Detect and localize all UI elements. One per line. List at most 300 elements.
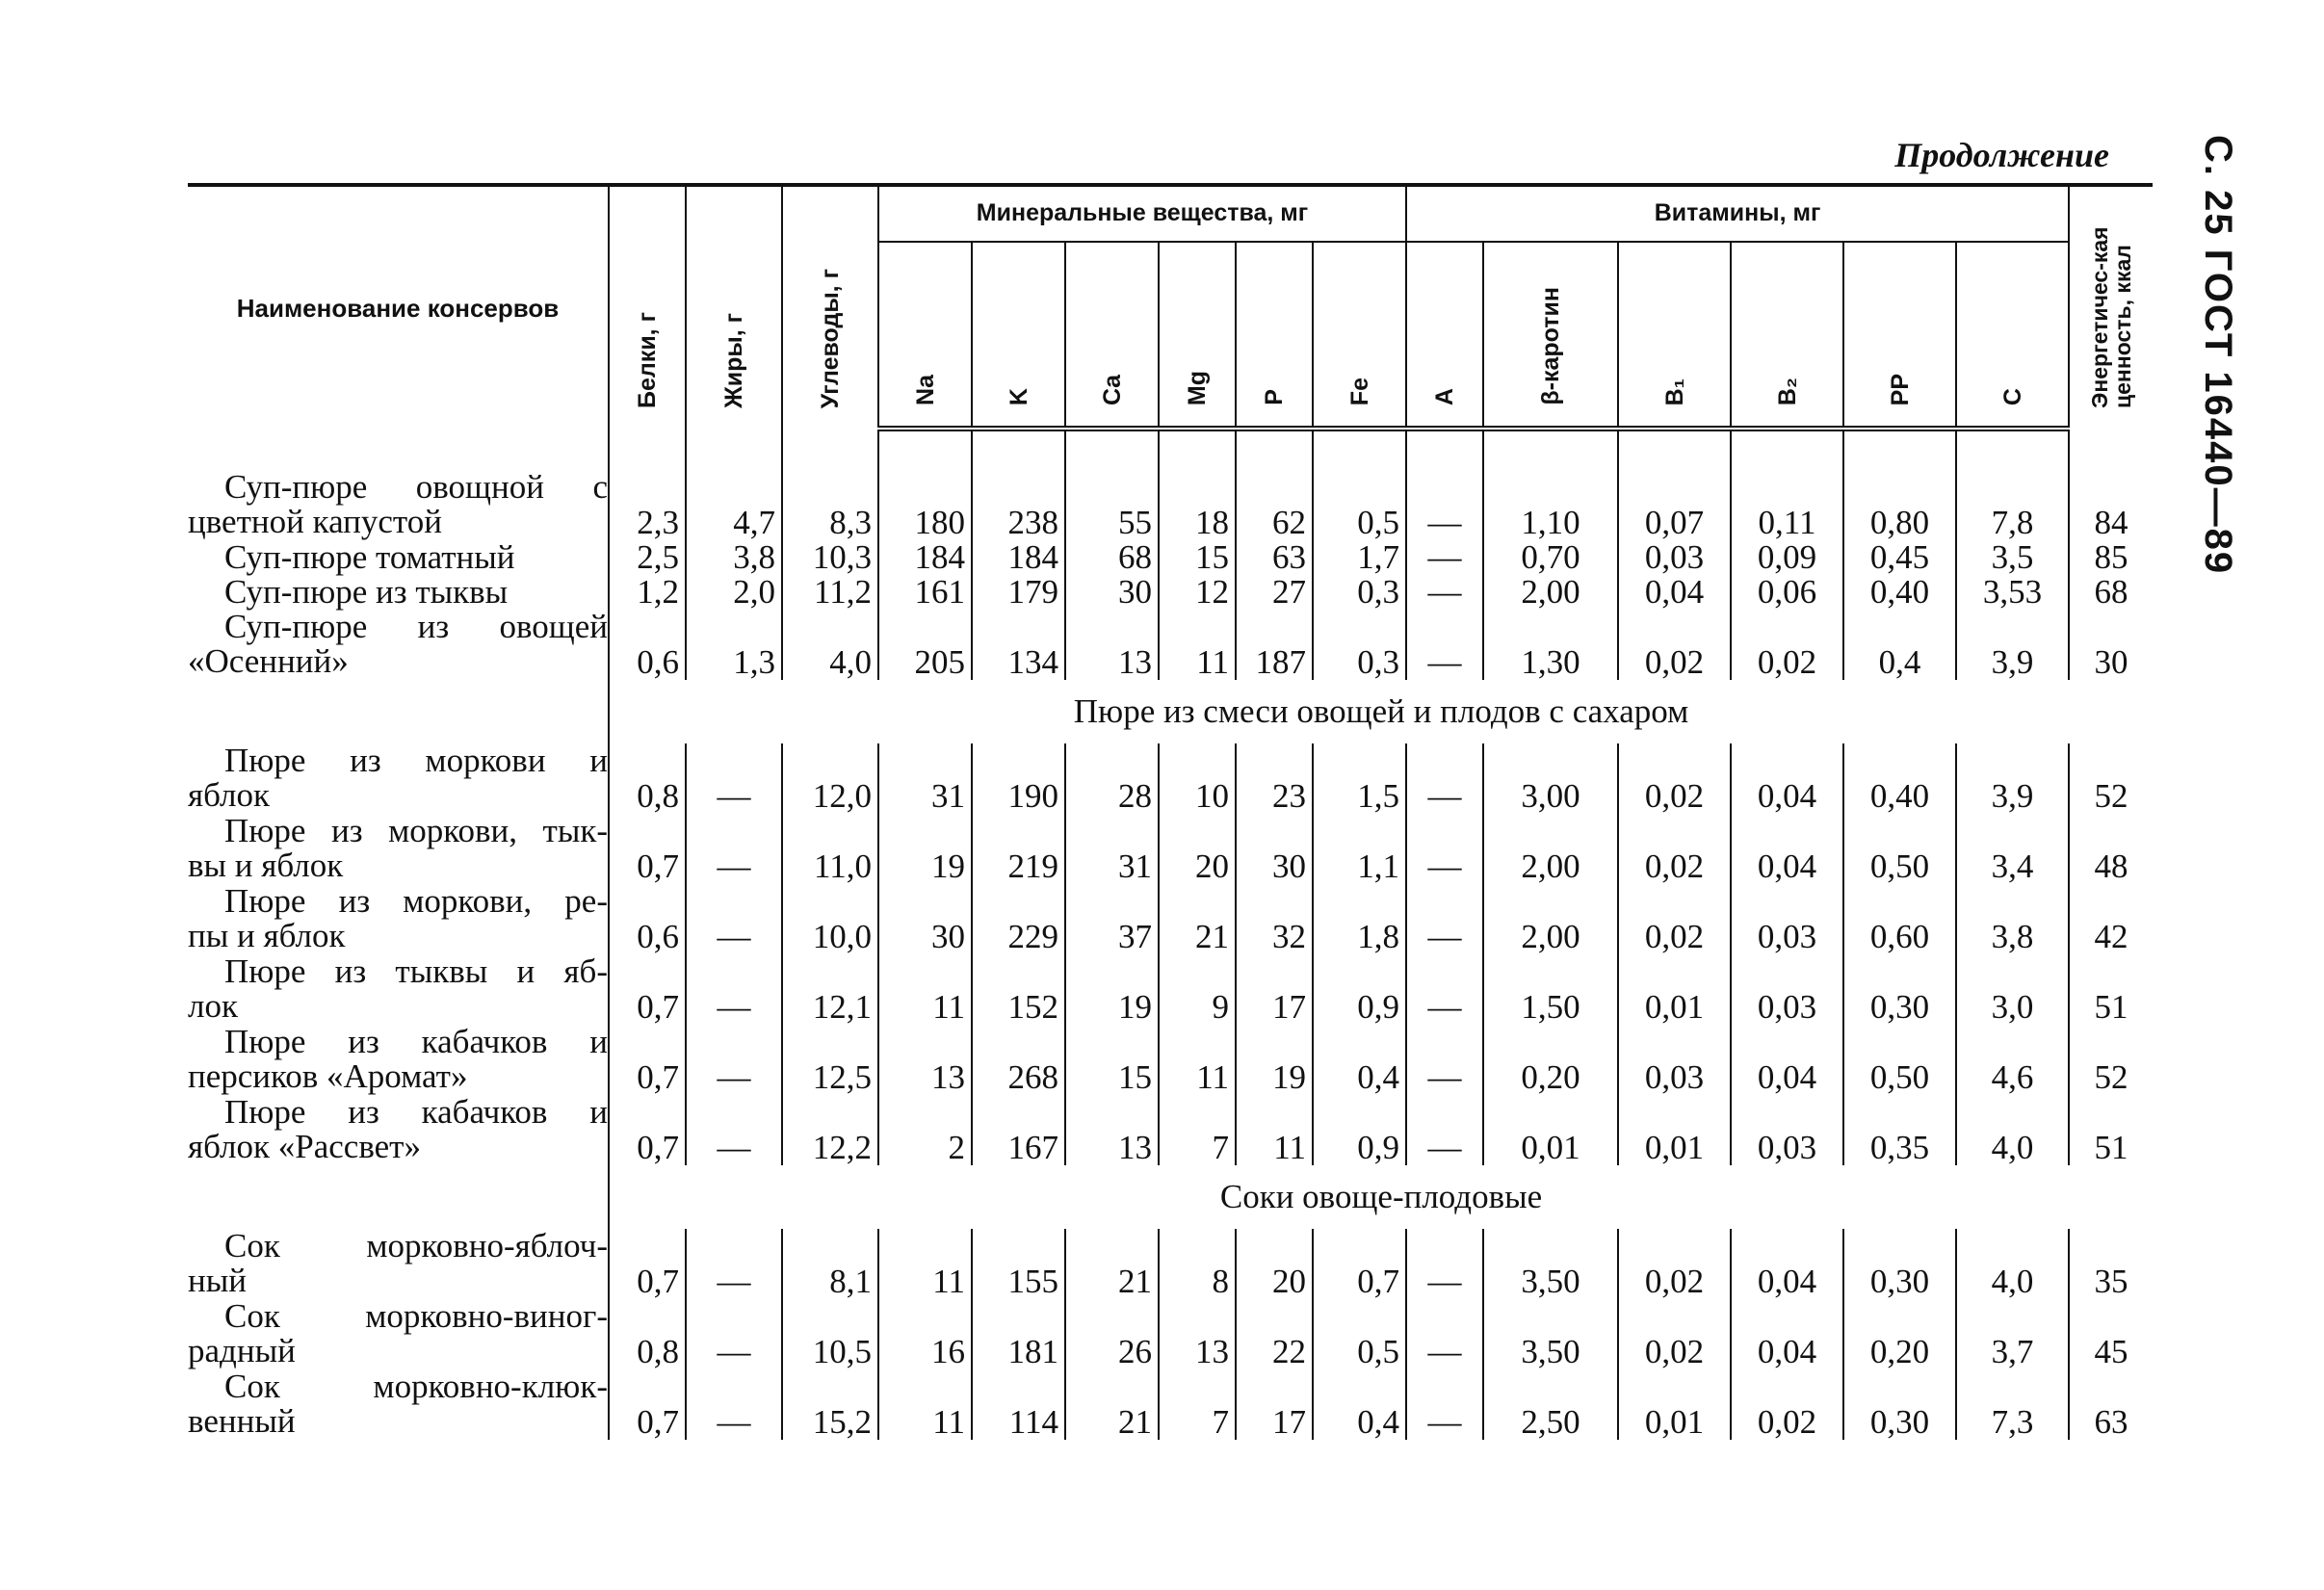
product-name-line: яблок «Рассвет» bbox=[188, 1128, 421, 1165]
cell-value: 21 bbox=[1065, 1369, 1159, 1440]
section-title-row bbox=[188, 1165, 2153, 1229]
cell-value: 134 bbox=[972, 610, 1065, 680]
cell-value: 68 bbox=[1065, 540, 1159, 575]
cell-value: 63 bbox=[1236, 540, 1313, 575]
cell-value: 12,0 bbox=[782, 743, 878, 814]
cell-value: 114 bbox=[972, 1369, 1065, 1440]
spacer-cell bbox=[1956, 429, 2069, 470]
header-ca: Ca bbox=[1065, 242, 1159, 429]
cell-value: 0,01 bbox=[1483, 1095, 1618, 1165]
table-row bbox=[188, 540, 2153, 575]
header-beta-carotene: β-каротин bbox=[1483, 242, 1618, 429]
cell-value: 30 bbox=[1065, 575, 1159, 610]
cell-value: 26 bbox=[1065, 1299, 1159, 1369]
cell-value: 0,9 bbox=[1313, 954, 1406, 1025]
cell-value: 0,04 bbox=[1731, 1229, 1843, 1299]
cell-value: 0,40 bbox=[1843, 743, 1956, 814]
cell-value: 0,9 bbox=[1313, 1095, 1406, 1165]
product-name bbox=[188, 954, 609, 1025]
header-vitamin-a: A bbox=[1406, 242, 1483, 429]
cell-value: 0,01 bbox=[1618, 1095, 1731, 1165]
cell-value: 0,04 bbox=[1731, 1025, 1843, 1095]
table-row bbox=[188, 1095, 2153, 1165]
section-title: Пюре из смеси овощей и плодов с сахаром bbox=[609, 680, 2153, 743]
product-name-line: яблок bbox=[188, 776, 271, 814]
header-fe: Fe bbox=[1313, 242, 1406, 429]
cell-value: 7 bbox=[1159, 1095, 1236, 1165]
product-name-line: лок bbox=[188, 987, 238, 1025]
cell-value: 0,11 bbox=[1731, 470, 1843, 540]
cell-value: — bbox=[686, 1369, 782, 1440]
table-row bbox=[188, 1025, 2153, 1095]
cell-value: 1,10 bbox=[1483, 470, 1618, 540]
header-k: K bbox=[972, 242, 1065, 429]
cell-value: 11 bbox=[1159, 610, 1236, 680]
cell-value: 0,20 bbox=[1483, 1025, 1618, 1095]
cell-value: 4,0 bbox=[782, 610, 878, 680]
nutrition-table bbox=[188, 183, 2153, 1440]
cell-value: 1,7 bbox=[1313, 540, 1406, 575]
cell-value: 27 bbox=[1236, 575, 1313, 610]
product-name bbox=[188, 1095, 609, 1165]
product-name-line: Суп-пюре томатный bbox=[224, 538, 515, 576]
cell-value: 238 bbox=[972, 470, 1065, 540]
cell-value: 2,3 bbox=[609, 470, 686, 540]
cell-value: 0,80 bbox=[1843, 470, 1956, 540]
cell-value: 152 bbox=[972, 954, 1065, 1025]
product-name-line: Суп-пюре овощной с bbox=[224, 468, 608, 506]
cell-value: — bbox=[686, 814, 782, 884]
cell-value: 0,4 bbox=[1313, 1369, 1406, 1440]
cell-value: 2,00 bbox=[1483, 814, 1618, 884]
cell-value: 0,07 bbox=[1618, 470, 1731, 540]
cell-value: 0,02 bbox=[1618, 1229, 1731, 1299]
spacer-cell bbox=[1483, 429, 1618, 470]
cell-value: 21 bbox=[1065, 1229, 1159, 1299]
cell-value: 13 bbox=[1065, 610, 1159, 680]
product-name-line: Пюре из кабачков и bbox=[224, 1093, 608, 1131]
cell-value: — bbox=[686, 743, 782, 814]
cell-value: 0,70 bbox=[1483, 540, 1618, 575]
cell-value: 0,30 bbox=[1843, 1229, 1956, 1299]
cell-value: 229 bbox=[972, 884, 1065, 954]
cell-value: 28 bbox=[1065, 743, 1159, 814]
cell-value: 62 bbox=[1236, 470, 1313, 540]
header-name: Наименование консервов bbox=[188, 185, 609, 429]
product-name-line: Сок морковно-яблоч- bbox=[224, 1227, 608, 1264]
cell-value: 0,02 bbox=[1618, 1299, 1731, 1369]
cell-value: 3,8 bbox=[686, 540, 782, 575]
cell-value: 11 bbox=[878, 954, 972, 1025]
cell-value: 3,0 bbox=[1956, 954, 2069, 1025]
cell-value: 0,7 bbox=[609, 1095, 686, 1165]
cell-value: — bbox=[686, 954, 782, 1025]
header-vitamin-pp: PP bbox=[1843, 242, 1956, 429]
cell-value: 8,1 bbox=[782, 1229, 878, 1299]
cell-value: 0,02 bbox=[1618, 884, 1731, 954]
cell-value: 11 bbox=[1236, 1095, 1313, 1165]
product-name-line: Пюре из кабачков и bbox=[224, 1023, 608, 1060]
product-name-line: Пюре из моркови, тык- bbox=[224, 812, 608, 849]
cell-value: 10,0 bbox=[782, 884, 878, 954]
cell-value: 0,01 bbox=[1618, 1369, 1731, 1440]
cell-value: 18 bbox=[1159, 470, 1236, 540]
cell-value: 16 bbox=[878, 1299, 972, 1369]
cell-value: 0,03 bbox=[1731, 884, 1843, 954]
cell-value: 32 bbox=[1236, 884, 1313, 954]
cell-value: 13 bbox=[878, 1025, 972, 1095]
spacer-cell bbox=[609, 429, 686, 470]
cell-value: 181 bbox=[972, 1299, 1065, 1369]
cell-value: 0,01 bbox=[1618, 954, 1731, 1025]
section-title-spacer bbox=[188, 1165, 609, 1229]
cell-value: 30 bbox=[1236, 814, 1313, 884]
cell-value: 0,50 bbox=[1843, 814, 1956, 884]
cell-value: 1,3 bbox=[686, 610, 782, 680]
header-vitamin-b2: B₂ bbox=[1731, 242, 1843, 429]
cell-value: — bbox=[1406, 743, 1483, 814]
table-row bbox=[188, 954, 2153, 1025]
cell-value: 15 bbox=[1159, 540, 1236, 575]
cell-value: 11 bbox=[878, 1229, 972, 1299]
cell-value: — bbox=[1406, 610, 1483, 680]
product-name bbox=[188, 1299, 609, 1369]
cell-value: — bbox=[1406, 954, 1483, 1025]
cell-value: 0,50 bbox=[1843, 1025, 1956, 1095]
cell-value: 1,8 bbox=[1313, 884, 1406, 954]
cell-value: 11 bbox=[1159, 1025, 1236, 1095]
cell-value: 0,3 bbox=[1313, 575, 1406, 610]
cell-value: 0,7 bbox=[609, 954, 686, 1025]
product-name-line: радный bbox=[188, 1332, 296, 1369]
cell-value: 13 bbox=[1065, 1095, 1159, 1165]
cell-value: 3,53 bbox=[1956, 575, 2069, 610]
cell-value: 0,35 bbox=[1843, 1095, 1956, 1165]
cell-value: 0,03 bbox=[1618, 1025, 1731, 1095]
cell-value: 268 bbox=[972, 1025, 1065, 1095]
cell-value: — bbox=[1406, 575, 1483, 610]
cell-value: 12,2 bbox=[782, 1095, 878, 1165]
cell-value: — bbox=[1406, 1095, 1483, 1165]
cell-value: 190 bbox=[972, 743, 1065, 814]
cell-value: 7,3 bbox=[1956, 1369, 2069, 1440]
cell-value: 0,03 bbox=[1731, 954, 1843, 1025]
cell-value: 2,50 bbox=[1483, 1369, 1618, 1440]
cell-value: 30 bbox=[2069, 610, 2153, 680]
cell-value: — bbox=[1406, 1299, 1483, 1369]
table-row bbox=[188, 1299, 2153, 1369]
cell-value: — bbox=[1406, 540, 1483, 575]
cell-value: — bbox=[686, 1299, 782, 1369]
cell-value: 10,5 bbox=[782, 1299, 878, 1369]
continuation-label: Продолжение bbox=[1894, 136, 2109, 174]
spacer-cell bbox=[878, 429, 972, 470]
cell-value: 11,0 bbox=[782, 814, 878, 884]
cell-value: 205 bbox=[878, 610, 972, 680]
cell-value: 7,8 bbox=[1956, 470, 2069, 540]
cell-value: — bbox=[686, 1229, 782, 1299]
cell-value: 0,3 bbox=[1313, 610, 1406, 680]
cell-value: 0,4 bbox=[1313, 1025, 1406, 1095]
product-name-line: Пюре из тыквы и яб- bbox=[224, 952, 608, 990]
section-title-spacer bbox=[188, 680, 609, 743]
cell-value: 155 bbox=[972, 1229, 1065, 1299]
table-row bbox=[188, 1229, 2153, 1299]
cell-value: 20 bbox=[1236, 1229, 1313, 1299]
cell-value: 0,40 bbox=[1843, 575, 1956, 610]
product-name bbox=[188, 743, 609, 814]
table-body bbox=[188, 429, 2153, 1440]
product-name bbox=[188, 1229, 609, 1299]
cell-value: 3,9 bbox=[1956, 610, 2069, 680]
cell-value: 187 bbox=[1236, 610, 1313, 680]
header-fats: Жиры, г bbox=[686, 185, 782, 429]
cell-value: 0,7 bbox=[1313, 1229, 1406, 1299]
cell-value: 0,30 bbox=[1843, 1369, 1956, 1440]
cell-value: 3,8 bbox=[1956, 884, 2069, 954]
cell-value: 2,5 bbox=[609, 540, 686, 575]
product-name bbox=[188, 1369, 609, 1440]
cell-value: 45 bbox=[2069, 1299, 2153, 1369]
product-name bbox=[188, 610, 609, 680]
cell-value: 11 bbox=[878, 1369, 972, 1440]
table-row bbox=[188, 814, 2153, 884]
cell-value: 13 bbox=[1159, 1299, 1236, 1369]
cell-value: 3,5 bbox=[1956, 540, 2069, 575]
spacer-cell bbox=[1159, 429, 1236, 470]
cell-value: 0,02 bbox=[1618, 814, 1731, 884]
cell-value: 8 bbox=[1159, 1229, 1236, 1299]
cell-value: 0,02 bbox=[1618, 743, 1731, 814]
cell-value: 19 bbox=[1065, 954, 1159, 1025]
cell-value: 17 bbox=[1236, 1369, 1313, 1440]
product-name bbox=[188, 575, 609, 610]
cell-value: 0,04 bbox=[1618, 575, 1731, 610]
header-p: P bbox=[1236, 242, 1313, 429]
cell-value: — bbox=[686, 1095, 782, 1165]
cell-value: 12,1 bbox=[782, 954, 878, 1025]
header-mg: Mg bbox=[1159, 242, 1236, 429]
cell-value: 30 bbox=[878, 884, 972, 954]
cell-value: 63 bbox=[2069, 1369, 2153, 1440]
product-name-line: «Осенний» bbox=[188, 642, 349, 680]
product-name-line: Сок морковно-виног- bbox=[224, 1297, 608, 1335]
header-na: Na bbox=[878, 242, 972, 429]
cell-value: 0,03 bbox=[1618, 540, 1731, 575]
cell-value: — bbox=[1406, 1025, 1483, 1095]
product-name bbox=[188, 540, 609, 575]
cell-value: 31 bbox=[1065, 814, 1159, 884]
cell-value: 8,3 bbox=[782, 470, 878, 540]
cell-value: 55 bbox=[1065, 470, 1159, 540]
product-name bbox=[188, 884, 609, 954]
cell-value: 184 bbox=[878, 540, 972, 575]
cell-value: 0,7 bbox=[609, 814, 686, 884]
cell-value: 23 bbox=[1236, 743, 1313, 814]
cell-value: 0,04 bbox=[1731, 1299, 1843, 1369]
cell-value: 0,5 bbox=[1313, 470, 1406, 540]
product-name-line: ный bbox=[188, 1262, 247, 1299]
spacer-cell bbox=[782, 429, 878, 470]
cell-value: 4,0 bbox=[1956, 1095, 2069, 1165]
cell-value: 84 bbox=[2069, 470, 2153, 540]
spacer-cell bbox=[1065, 429, 1159, 470]
cell-value: 3,7 bbox=[1956, 1299, 2069, 1369]
section-title-row bbox=[188, 680, 2153, 743]
cell-value: 12,5 bbox=[782, 1025, 878, 1095]
cell-value: 0,6 bbox=[609, 884, 686, 954]
spacer-cell bbox=[1313, 429, 1406, 470]
product-name-line: вы и яблок bbox=[188, 847, 344, 884]
cell-value: 0,02 bbox=[1731, 610, 1843, 680]
spacer-cell bbox=[1618, 429, 1731, 470]
section-title: Соки овоще-плодовые bbox=[609, 1165, 2153, 1229]
table-row bbox=[188, 743, 2153, 814]
header-vitamin-c: C bbox=[1956, 242, 2069, 429]
cell-value: 20 bbox=[1159, 814, 1236, 884]
cell-value: 42 bbox=[2069, 884, 2153, 954]
cell-value: 0,02 bbox=[1731, 1369, 1843, 1440]
cell-value: 161 bbox=[878, 575, 972, 610]
header-vitamins-group: Витамины, мг bbox=[1406, 185, 2069, 242]
cell-value: 0,09 bbox=[1731, 540, 1843, 575]
cell-value: 219 bbox=[972, 814, 1065, 884]
cell-value: — bbox=[1406, 884, 1483, 954]
cell-value: 1,5 bbox=[1313, 743, 1406, 814]
product-name-line: пы и яблок bbox=[188, 917, 346, 954]
cell-value: 35 bbox=[2069, 1229, 2153, 1299]
cell-value: 184 bbox=[972, 540, 1065, 575]
cell-value: — bbox=[1406, 1229, 1483, 1299]
cell-value: 19 bbox=[878, 814, 972, 884]
spacer-cell bbox=[1236, 429, 1313, 470]
cell-value: 1,30 bbox=[1483, 610, 1618, 680]
table-row bbox=[188, 610, 2153, 680]
cell-value: 0,45 bbox=[1843, 540, 1956, 575]
cell-value: 0,8 bbox=[609, 1299, 686, 1369]
cell-value: 0,7 bbox=[609, 1369, 686, 1440]
cell-value: 4,6 bbox=[1956, 1025, 2069, 1095]
header-carbs: Углеводы, г bbox=[782, 185, 878, 429]
table-row bbox=[188, 884, 2153, 954]
cell-value: — bbox=[686, 884, 782, 954]
cell-value: 1,2 bbox=[609, 575, 686, 610]
spacer-cell bbox=[2069, 429, 2153, 470]
cell-value: 0,4 bbox=[1843, 610, 1956, 680]
cell-value: 0,60 bbox=[1843, 884, 1956, 954]
header-minerals-group: Минеральные вещества, мг bbox=[878, 185, 1406, 242]
cell-value: 17 bbox=[1236, 954, 1313, 1025]
cell-value: 15 bbox=[1065, 1025, 1159, 1095]
cell-value: — bbox=[1406, 1369, 1483, 1440]
cell-value: 3,50 bbox=[1483, 1299, 1618, 1369]
table-row bbox=[188, 1369, 2153, 1440]
cell-value: 0,04 bbox=[1731, 743, 1843, 814]
cell-value: 9 bbox=[1159, 954, 1236, 1025]
cell-value: 2 bbox=[878, 1095, 972, 1165]
product-name-line: Суп-пюре из тыквы bbox=[224, 573, 509, 611]
cell-value: 3,4 bbox=[1956, 814, 2069, 884]
cell-value: 11,2 bbox=[782, 575, 878, 610]
spacer-cell bbox=[1843, 429, 1956, 470]
cell-value: 3,9 bbox=[1956, 743, 2069, 814]
header-vitamin-b1: B₁ bbox=[1618, 242, 1731, 429]
spacer-cell bbox=[1731, 429, 1843, 470]
cell-value: 4,0 bbox=[1956, 1229, 2069, 1299]
cell-value: 15,2 bbox=[782, 1369, 878, 1440]
cell-value: 51 bbox=[2069, 954, 2153, 1025]
cell-value: 1,50 bbox=[1483, 954, 1618, 1025]
cell-value: 180 bbox=[878, 470, 972, 540]
cell-value: 179 bbox=[972, 575, 1065, 610]
cell-value: 2,00 bbox=[1483, 575, 1618, 610]
cell-value: — bbox=[1406, 470, 1483, 540]
cell-value: 0,06 bbox=[1731, 575, 1843, 610]
cell-value: 37 bbox=[1065, 884, 1159, 954]
cell-value: 0,03 bbox=[1731, 1095, 1843, 1165]
product-name bbox=[188, 470, 609, 540]
cell-value: 1,1 bbox=[1313, 814, 1406, 884]
cell-value: 0,30 bbox=[1843, 954, 1956, 1025]
cell-value: 12 bbox=[1159, 575, 1236, 610]
cell-value: 0,5 bbox=[1313, 1299, 1406, 1369]
cell-value: 10 bbox=[1159, 743, 1236, 814]
spacer-cell bbox=[686, 429, 782, 470]
cell-value: 2,0 bbox=[686, 575, 782, 610]
spacer-cell bbox=[1406, 429, 1483, 470]
product-name-line: Пюре из моркови, ре- bbox=[224, 882, 608, 920]
cell-value: — bbox=[686, 1025, 782, 1095]
spacer-cell bbox=[188, 429, 609, 470]
cell-value: 51 bbox=[2069, 1095, 2153, 1165]
spacer-row bbox=[188, 429, 2153, 470]
header-energy: Энергетичес-кая ценность, ккал bbox=[2069, 185, 2153, 429]
cell-value: 0,8 bbox=[609, 743, 686, 814]
cell-value: 0,7 bbox=[609, 1025, 686, 1095]
spacer-cell bbox=[972, 429, 1065, 470]
cell-value: 167 bbox=[972, 1095, 1065, 1165]
product-name-line: Суп-пюре из овощей bbox=[224, 608, 608, 645]
cell-value: 3,00 bbox=[1483, 743, 1618, 814]
cell-value: 68 bbox=[2069, 575, 2153, 610]
cell-value: 2,00 bbox=[1483, 884, 1618, 954]
cell-value: 85 bbox=[2069, 540, 2153, 575]
page-side-label: С. 25 ГОСТ 16440—89 bbox=[2197, 135, 2239, 576]
cell-value: 4,7 bbox=[686, 470, 782, 540]
cell-value: 31 bbox=[878, 743, 972, 814]
product-name-line: венный bbox=[188, 1402, 296, 1440]
product-name-line: персиков «Аромат» bbox=[188, 1057, 468, 1095]
table-row bbox=[188, 575, 2153, 610]
product-name bbox=[188, 814, 609, 884]
cell-value: 48 bbox=[2069, 814, 2153, 884]
cell-value: 7 bbox=[1159, 1369, 1236, 1440]
table-row bbox=[188, 470, 2153, 540]
cell-value: 21 bbox=[1159, 884, 1236, 954]
product-name-line: цветной капустой bbox=[188, 503, 442, 540]
cell-value: 0,04 bbox=[1731, 814, 1843, 884]
cell-value: 19 bbox=[1236, 1025, 1313, 1095]
cell-value: 0,6 bbox=[609, 610, 686, 680]
cell-value: 52 bbox=[2069, 1025, 2153, 1095]
product-name-line: Пюре из моркови и bbox=[224, 742, 608, 779]
cell-value: 52 bbox=[2069, 743, 2153, 814]
cell-value: 10,3 bbox=[782, 540, 878, 575]
cell-value: 0,7 bbox=[609, 1229, 686, 1299]
header-proteins: Белки, г bbox=[609, 185, 686, 429]
cell-value: 22 bbox=[1236, 1299, 1313, 1369]
cell-value: 0,20 bbox=[1843, 1299, 1956, 1369]
